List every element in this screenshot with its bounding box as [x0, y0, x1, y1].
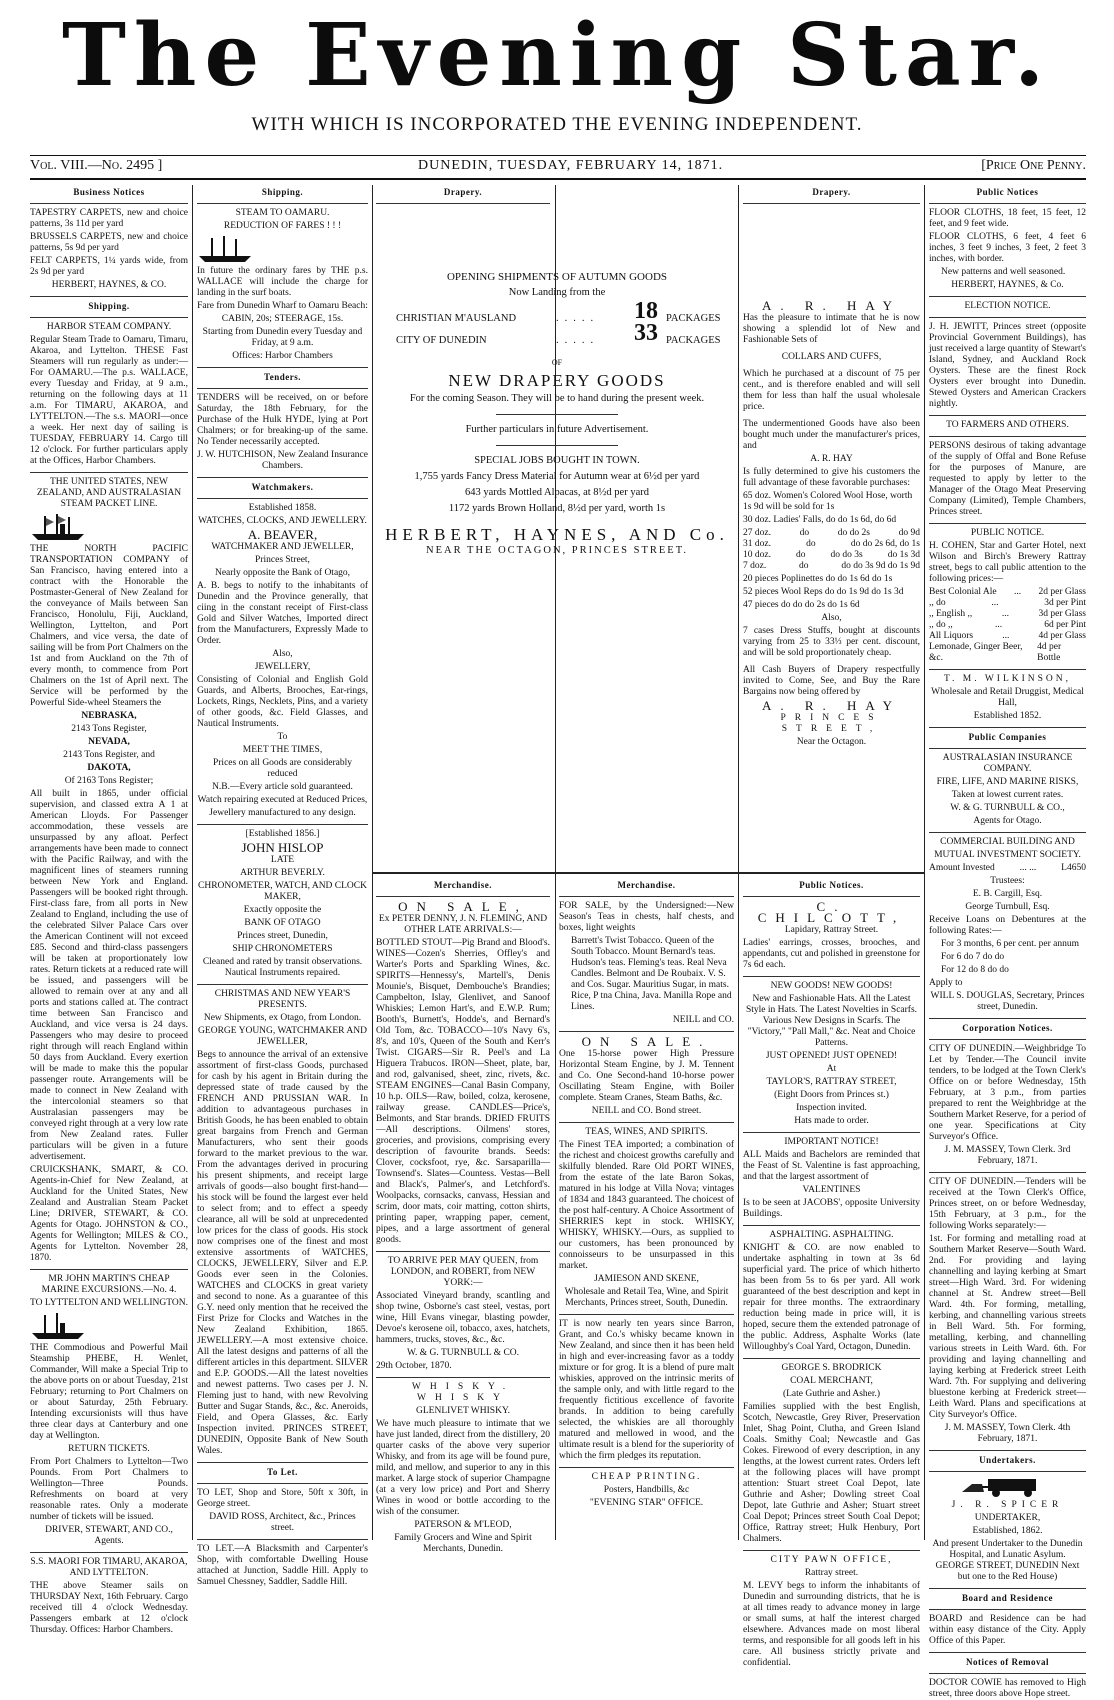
notice-title: PUBLIC NOTICE. — [970, 528, 1045, 538]
ship-name: NEVADA, — [88, 737, 130, 747]
notice-body: (Eight Doors from Princes st.) — [774, 1090, 889, 1100]
notice-title: THE UNITED STATES, NEW ZEALAND, AND AUSTRALASIAN STEAM PACKET LINE. — [36, 477, 182, 509]
notice-body: Established, 1862. — [972, 1526, 1043, 1536]
notice-body: Fare from Dunedin Wharf to Oamaru Beach: — [197, 301, 368, 311]
felt-carpets-ad: FELT CARPETS, 1¼ yards wide, from 2s 9d per yard — [30, 256, 188, 277]
advertiser-name: T. M. WILKINSON, — [943, 674, 1072, 684]
notice-body: OF — [551, 358, 563, 367]
notice-body: Wholesale and Retail Druggist, Medical Hall, — [931, 687, 1084, 708]
advertiser-name: A. BEAVER, — [247, 527, 318, 542]
notice-body: Inspection invited. — [796, 1103, 867, 1113]
section-heading: Public Notices. — [799, 880, 864, 890]
ship-tonnage: Of 2163 Tons Register; — [64, 776, 154, 786]
notice-title: RETURN TICKETS. — [68, 1444, 150, 1454]
notice-body: Wholesale and Retail Tea, Wine, and Spirit Merchants, Princes street, South, Dunedin. — [564, 1287, 729, 1308]
advertiser-name: JOHN HISLOP — [241, 840, 324, 855]
notice-subtitle: WATCHMAKER AND JEWELLER, — [211, 542, 354, 552]
notice-body: Begs to announce the arrival of an extensive assortment of first-class Goods, purchased for cash by his agent in Britain during the depressed state of trade caused by the FRENCH AND PRUSSIAN WAR. In addition to advantageous purchases in British Goods, he has been enabled to obtain great bargains from French and German Manufacturers, who sent their goods forward to the market previous to the war. From the advantages derived in procuring his present shipments, and receipt large arrivals of goods—also bought first-hand—his stock will be found the largest ever held to select from; and to effect a speedy clearance, all will be sold at unprecedented low prices for the class of goods. His stock now comprises one of the finest and most extensive assortments of WATCHES, CLOCKS, JEWELLERY, Silver and E.P. Goods ever seen in the Colonies. WATCHES and CLOCKS in great variety and second to none. As a guarantee of this G.Y. need only mention that he received the First Prize for Clocks and Watches in the New Zealand Exhibition, 1865. JEWELLERY.—A most extensive choice. All the latest designs and patterns of all the different articles in this department. SILVER and E.P. GOODS.—All the latest novelties and newest patterns. Two cases per J. N. Fleming just to hand, with new Revolving Butter and Sugar Stands, &c., &c. Aneroids, Field, and Opera Glasses, &c. Early Inspection invited. PRINCES STREET, DUNEDIN, Opposite Bank of New South Wales. — [197, 1050, 368, 1456]
notice-body: Nearly opposite the Bank of Otago, — [214, 568, 351, 578]
notice-body: FOR SALE, by the Undersigned:—New Season's Teas in chests, half chests, and boxes, light weights — [559, 901, 734, 933]
notice-body: To — [277, 732, 288, 742]
price-row: 27 doz. do do do 2s do 9d — [743, 528, 920, 538]
price-row: 10 doz. do do do 3s do 1s 3d — [743, 550, 920, 560]
notice-body: Has the pleasure to intimate that he is now showing a splendid lot of New and Fashionable Sets of — [743, 313, 920, 345]
price-line: 47 pieces do do do 2s do 1s 6d — [743, 600, 860, 610]
volume-number: Vol. VIII.—No. 2495 ] — [30, 158, 163, 173]
notice-body: New patterns and well seasoned. — [941, 267, 1066, 277]
notice-body: 1172 yards Brown Holland, 8½d per yard, worth 1s — [448, 503, 666, 514]
column-rule — [924, 185, 925, 1540]
notice-title: NEW GOODS! NEW GOODS! — [770, 981, 893, 991]
column-4-drapery — [743, 185, 920, 865]
rate-line: For 3 months, 6 per cent. per annum — [941, 939, 1079, 949]
column-rule — [738, 185, 739, 1540]
notice-body: A. B. begs to notify to the inhabitants of Dunedin and the Province generally, that ciing in the constant receipt of First-class Gold and Silver Watches, Imported direct from the Manufacturers, Expressly Made to Order. — [197, 581, 368, 646]
ship-name: DAKOTA, — [87, 763, 131, 773]
notice-body: Prices on all Goods are considerably reduced — [212, 758, 353, 779]
notice-body: TO LET.—A Blacksmith and Carpenter's Shop, with comfortable Dwelling House attached at Junction, Saddle Hill. Apply to Samuel Chessney, Saddler, Saddle Hill. — [197, 1544, 368, 1587]
fare-rates: CABIN, 20s; STEERAGE, 15s. — [221, 314, 344, 324]
rate-line: For 12 do 8 do do — [941, 965, 1009, 975]
top-rule — [30, 155, 1086, 156]
notice-body: CITY OF DUNEDIN.—Tenders will be received at the Town Clerk's Office, Princes street, on or before Wednesday, 15th February, at 3 p.m., for the following Works separately:— — [929, 1177, 1086, 1231]
notice-title: CITY PAWN OFFICE, — [770, 1555, 893, 1565]
column-5 — [743, 878, 920, 1668]
notice-title: MUTUAL INVESTMENT SOCIETY. — [934, 850, 1081, 860]
notice-title: VALENTINES — [802, 1185, 861, 1195]
notice-body: Is to be seen at JACOBS', opposite University Buildings. — [743, 1198, 920, 1219]
price-row: 31 doz. do do do 2s 6d, do 1s — [743, 539, 920, 549]
advertiser-name: JAMIESON AND SKENE, — [594, 1274, 699, 1284]
notice-body: Cleaned and rated by transit observations. Nautical Instruments repaired. — [202, 957, 363, 978]
column-6 — [929, 185, 1086, 1699]
notice-title: TO FARMERS AND OTHERS. — [946, 420, 1069, 430]
notice-body: BOARD and Residence can be had within easy distance of the City. Apply Office of this Paper. — [929, 1614, 1086, 1646]
notice-body: Near the Octagon. — [796, 737, 867, 747]
notice-body: Is fully determined to give his customers the full advantage of these favorable purchases: — [743, 467, 920, 488]
notice-body: Rattray street. — [804, 1568, 859, 1578]
notice-agents: CRUICKSHANK, SMART, & CO. Agents-in-Chief for New Zealand, at Auckland for the United States, New Zealand and Australian Steam Packet Line; DRIVER, STEWART, & CO. Agents for Otago. JOHNSTON & CO., Agents for Wellington; MILES & CO., Agents for Lyttelton. November 28, 1870. — [30, 1165, 188, 1263]
column-4-merchandise — [559, 878, 734, 1540]
notice-title: COMMERCIAL BUILDING AND — [940, 837, 1075, 847]
advertiser-name: TAYLOR'S, RATTRAY STREET, — [766, 1077, 897, 1087]
section-heading: Watchmakers. — [251, 482, 314, 492]
ship-tonnage: 2143 Tons Register, — [71, 724, 147, 734]
notice-body: Barrett's Twist Tobacco. Queen of the South Tobacco. Mount Bernard's teas. Hudson's teas. Fleming's teas. Real Neva Candles. Belmont and De Roubaix. V. S. and Cos. Sugar. Mauritius Sugar, in mats. Rice, P tna China, Java. Manilla Rope and Lines. — [571, 936, 732, 1012]
advertiser-name: DAVID ROSS, Architect, &c., Princes street. — [209, 1512, 356, 1533]
dateline — [30, 158, 1086, 180]
notice-body: Established 1852. — [973, 711, 1042, 721]
notice-body: THE Commodious and Powerful Mail Steamship PHEBE, H. Wenlet, Commander, Will make a Special Trip to the above ports on or about Tuesday, 21st February; returning to Port Chalmers on or about Saturday, 25th February. Intending excursionists will thus have three clear days at Canterbury and one day at Wellington. — [30, 1343, 188, 1441]
section-rule — [373, 872, 924, 874]
advertiser-name: DRIVER, STEWART, AND CO., Agents. — [45, 1525, 173, 1546]
price-row: ,, do ,, ... 6d per Pint — [929, 620, 1086, 630]
section-heading: Shipping. — [88, 301, 130, 311]
drapery-notice — [376, 270, 738, 670]
notice-body: Family Grocers and Wine and Spirit Merchants, Dunedin. — [394, 1533, 532, 1554]
package-label: PACKAGES — [666, 313, 721, 324]
price-row: Lemonade, Ginger Beer, &c. 4d per Bottle — [929, 642, 1062, 663]
section-heading: Drapery. — [812, 187, 851, 197]
notice-body: 1,755 yards Fancy Dress Material for Autumn wear at 6½d per yard — [414, 471, 700, 482]
notice-body: Starting from Dunedin every Tuesday and Friday, at 9 a.m. — [202, 327, 363, 348]
advertiser-name: WILL S. DOUGLAS, Secretary, Princes street, Dunedin. — [930, 991, 1085, 1012]
notice-body: Agents for Otago. — [973, 816, 1042, 826]
advertiser-name: GEORGE S. BRODRICK — [781, 1363, 882, 1373]
advertiser-name: A. R. HAY — [810, 454, 853, 464]
section-heading: Board and Residence — [961, 1593, 1053, 1603]
notice-body: Princes Street, — [255, 555, 310, 565]
notice-title: ASPHALTING. ASPHALTING. — [769, 1230, 894, 1240]
notice-title: MEET THE TIMES, — [242, 745, 323, 755]
notice-title: ON SALE, — [398, 899, 528, 914]
notice-title: NEW DRAPERY GOODS — [448, 371, 666, 390]
advertiser-name: A. R. HAY — [761, 298, 902, 313]
notice-body: THE above Steamer sails on THURSDAY Next, 16th February. Cargo received till 4 o'clock Wednesday. Passengers embark at 12 o'clock Thursday. Offices: Harbor Chambers. — [30, 1581, 188, 1635]
notice-body: New and Fashionable Hats. All the Latest Style in Hats. The Latest Novelties in Scarfs. Various New Designs in Scarfs. The "Victory," "Pall Mall," &c. Neat and Choice Patterns. — [745, 994, 918, 1048]
notice-subtitle: COAL MERCHANT, — [790, 1376, 873, 1386]
issue-price: [Price One Penny. — [981, 158, 1086, 173]
notice-body: 7 cases Dress Stuffs, bought at discounts varying from 25 to 33⅓ per cent. discount, and will be sold proportionately cheap. — [743, 626, 920, 658]
notice-title: JUST OPENED! JUST OPENED! — [765, 1051, 898, 1061]
notice-body: Consisting of Colonial and English Gold Guards, and Alberts, Brooches, Ear-rings, Lockets, Rings, Necklets, Pins, and a variety of other goods, &c. Field Glasses, and Nautical Instruments. — [197, 675, 368, 729]
notice-body: From Port Chalmers to Lyttelton—Two Pounds. From Port Chalmers to Wellington—Three Pounds. Refreshments on board at very reasonable rates. Only a moderate number of tickets will be issued. — [30, 1457, 188, 1522]
notice-body: The Finest TEA imported; a combination of the richest and choicest growths carefully and skilfully blended. Rare Old PORT WINES, from the estate of the late Baron Sokas, matured in his lodge at Villa Nova; vintages of 1834 and 1843 guaranteed. The choicest of the post half-century. A Choice Assortment of SHERRIES kept in stock. WHISKY, WHISKY, WHISKY.—Ours, as supplied to our customers, has been pronounced by connoisseurs to be unsurpassed in this market. — [559, 1140, 734, 1271]
notice-body: One 15-horse power High Pressure Horizontal Steam Engine, by J. M. Tennent and Co. One Second-hand 10-horse power Oscillating Steam Engine, with Boiler complete. Steam Cranes, Steam Baths, &c. — [559, 1049, 734, 1103]
notice-body: Now Landing from the — [508, 287, 606, 298]
notice-body: 1st. For forming and metalling road at Southern Market Reserve—South Ward. 2nd. For providing and laying channelling and laying kerbing at Smart street—High Ward. 3rd. For widening channel at St. Andrew street—Bell Ward. 4th. For forming, metalling, kerbing, and channelling various streets in Bell Ward. 5th. For forming, metalling, kerbing, and channelling various streets in Leith Ward. 6th. For providing and laying channelling and laying kerbing at Frederick street Leith Ward. 7th. For supplying and delivering bluestone kerbing at Frederick street—Leith Ward. Plans and specifications at City Surveyor's Office. — [929, 1234, 1086, 1420]
notice-body: Which he purchased at a discount of 75 per cent., and is therefore enabled and will sell them for less than half the usual wholesale price. — [743, 369, 920, 412]
advertiser-name: NEILL and CO. — [672, 1015, 734, 1025]
ship-name: CHRISTIAN M'AUSLAND — [396, 313, 517, 324]
notice-body: M. LEVY begs to inform the inhabitants of Dunedin and surrounding districts, that he is at all times ready to advance money in large or small sums, at half the interest charged elsewhere. Advances made on most liberal terms, and responsible for all goods left in his care. All business strictly private and confidential. — [743, 1581, 920, 1668]
advertiser-name: HERBERT, HAYNES, AND Co. — [385, 525, 729, 544]
notice-body: Taken at lowest current rates. — [951, 790, 1064, 800]
notice-body: DOCTOR COWIE has removed to High street, three doors above Hope street. — [929, 1678, 1086, 1699]
notice-title: ELECTION NOTICE. — [964, 301, 1051, 311]
notice-body: ALL Maids and Bachelors are reminded that the Feast of St. Valentine is fast approaching, and that the largest assortment of — [743, 1150, 920, 1182]
notice-body: New Shipments, ex Otago, from London. — [203, 1013, 362, 1023]
masthead — [0, 0, 1114, 112]
notice-body: We have much pleasure to intimate that we have just landed, direct from the distillery, 20 quarter casks of the above very superior Whisky, and from its age will be found pure, mild, and mellow, and superior to any in this market. A large stock of superior Champagne (at a very low price) and Port and Sherry Wines in wood or bottle according to the wish of the consumer. — [376, 1419, 550, 1517]
notice-title: WATCHES, CLOCKS, AND JEWELLERY. — [198, 516, 367, 526]
notice-title: AUSTRALASIAN INSURANCE COMPANY. — [942, 753, 1073, 774]
notice-body: PRINCES STREET, — [780, 713, 883, 734]
advertiser-name: HERBERT, HAYNES, & Co. — [951, 280, 1064, 290]
section-heading: Drapery. — [443, 187, 483, 197]
price-row: ,, English ,, ... 3d per Glass — [929, 609, 1086, 619]
tapestry-carpets-ad: TAPESTRY CARPETS, new and choice patterns, 3s 11d per yard — [30, 208, 188, 229]
notice-body: CITY OF DUNEDIN.—Weighbridge To Let by Tender.—The Council invite tenders, to be lodged at the Town Clerk's Office on or before Wednesday, 15th February, at 3 p.m., from parties prepared to rent the Weighbridge at the Southern Market Reserve, for a period of one year. Specifications at City Surveyor's Office. — [929, 1044, 1086, 1142]
notice-body: Also, — [821, 613, 842, 623]
notice-body: BOTTLED STOUT—Pig Brand and Blood's. WINES—Cozen's Sherries, Offley's and Warter's Ports and Sparkling Wines, &c. SPIRITS—Hennessy's, Martell's, Denis Mounie's, Bisquet, Dembouche's Brandies; Campbelton, Islay, Glenlivet, and Sanoof Whiskies; Lemon Hart's, and E.W.P. Rum; Booth's, Burnett's, Hodde's, and Bernard's Old Tom, &c. TOBACCO—10's Navy 6's, 8's, and 10's, Queen of the South and Kerr's Twist. CIGARS—Sir R. Peel's and La Higuera Trabucos. IRON—Sheet, plate, bar, and rod, galvanised, sheet, zinc, rivets, &c. STEAM ENGINES—Canal Basin Company, 10 h.p. OILS—Raw, boiled, colza, kerosene, railway grease. CANDLES—Price's, Belmonts, and Star brands. DRIED FRUITS—All descriptions. Oilmens' stores, groceries, and provisions, comprising every description of favourite brands. Seeds: Clover, cocksfoot, rye, &c. Sarsaparilla—Townsend's. Slates—Countess. Vestas—Bell and Black's, Palmer's, and Letchford's. Woolpacks, cornsacks, canvass, Hessian and scrim, door mats, coir matting, cotton shirts, printing paper, wrapping paper, cement, pipes, and a large assortment of general goods. — [376, 938, 550, 1245]
notice-subtitle: REDUCTION OF FARES ! ! ! — [223, 221, 342, 231]
notice-body: Trustees: — [990, 876, 1025, 886]
notice-title: STEAM TO OAMARU. — [235, 208, 330, 218]
notice-title: CHEAP PRINTING. — [591, 1472, 702, 1482]
section-heading: Merchandise. — [617, 880, 676, 890]
notice-date: 29th October, 1870. — [376, 1361, 452, 1371]
notice-title: BANK OF OTAGO — [244, 918, 321, 928]
notice-body: TENDERS will be received, on or before Saturday, the 18th February, for the Purchase of the Hulk HYDE, lying at Port Chalmers; or for breaking-up of the same. No Tender necessarily accepted. — [197, 393, 368, 447]
notice-subtitle: Lapidary, Rattray Street. — [784, 925, 879, 935]
column-3-merchandise — [376, 878, 550, 1554]
notice-body: (Late Guthrie and Asher.) — [782, 1389, 881, 1399]
notice-subtitle: UNDERTAKER, — [974, 1513, 1041, 1523]
ship-tonnage: 2143 Tons Register, and — [63, 750, 155, 760]
section-heading: To Let. — [267, 1467, 298, 1477]
advertiser-name: NEILL and CO. Bond street. — [591, 1106, 702, 1116]
advertiser-name: J. M. MASSEY, Town Clerk. 3rd February, 1871. — [944, 1145, 1071, 1166]
notice-title: CHRONOMETER, WATCH, AND CLOCK MAKER, — [198, 881, 367, 902]
notice-title: SHIP CHRONOMETERS — [232, 944, 333, 954]
notice-body: J. H. JEWITT, Princes street (opposite Provincial Government Buildings), has just received a large quantity of Stewart's Island, Sydney, and Auckland Rock Oysters. These are the finest Rock Oysters ever brought into Dunedin. Stewed Oysters and American Crackers nightly. — [929, 322, 1086, 409]
notice-body: LATE — [270, 855, 295, 865]
notice-body: NEAR THE OCTAGON, PRINCES STREET. — [426, 545, 688, 556]
issue-date: DUNEDIN, TUESDAY, FEBRUARY 14, 1871. — [418, 158, 724, 173]
advertiser-name: HERBERT, HAYNES, & CO. — [51, 280, 167, 290]
notice-body: All Cash Buyers of Drapery respectfully invited to Come, See, and Buy the Rare Bargains now being offered by — [743, 665, 920, 697]
notice-body: Princes street, Dunedin, — [237, 931, 328, 941]
newspaper-title: The Evening Star. — [61, 5, 1053, 106]
advertiser-name: PATERSON & M'LEOD, — [414, 1520, 512, 1530]
trustee-name: George Turnbull, Esq. — [965, 902, 1050, 912]
notice-title: TEAS, WINES, AND SPIRITS. — [585, 1127, 708, 1137]
price-row: ,, do ... 3d per Pint — [929, 598, 1086, 608]
notice-title: HARBOR STEAM COMPANY. — [46, 322, 172, 332]
notice-body: Further particulars in future Advertisement. — [465, 424, 649, 435]
notice-subtitle: TO LYTTELTON AND WELLINGTON. — [30, 1298, 188, 1308]
notice-title: SPECIAL JOBS BOUGHT IN TOWN. — [474, 455, 640, 466]
price-row: All Liquors ... 4d per Glass — [929, 631, 1086, 641]
advertiser-name: A. R. HAY — [761, 698, 902, 713]
notice-body: THE NORTH PACIFIC TRANSPORTATION COMPANY of San Francisco, having entered into a contract with the Honorable the Postmaster-General of New Zealand for the conveyance of Mails between San Francisco, Honolulu, Fiji, Auckland, Wellington, Lyttelton, and Port Chalmers, and vice versa, the date of sailing will be from Port Chalmers on the 1st and from Auckland on the 7th of every month, to commence from Port Chalmers on the 1st of April next. The Service will be performed by the Powerful Side-wheel Steamers the — [30, 544, 188, 708]
notice-title: ARTHUR BEVERLY. — [240, 868, 325, 878]
notice-body: Receive Loans on Debentures at the following Rates:— — [929, 915, 1086, 936]
notice-body: Hats made to order. — [794, 1116, 869, 1126]
advertiser-name: J. R. SPICER — [951, 1500, 1064, 1510]
notice-body: Offices: Harbor Chambers — [232, 351, 333, 361]
notice-title: IMPORTANT NOTICE! — [784, 1137, 879, 1147]
price-line: 20 pieces Poplinettes do do 1s 6d do 1s — [743, 574, 893, 584]
advertiser-name: W. & G. TURNBULL & CO., — [950, 803, 1065, 813]
notice-body: Exactly opposite the — [243, 905, 322, 915]
column-rule — [192, 185, 193, 1540]
brussels-carpets-ad: BRUSSELS CARPETS, new and choice patterns, 5s 9d per yard — [30, 232, 188, 253]
notice-title: COLLARS AND CUFFS, — [781, 352, 882, 362]
section-heading: Public Notices — [976, 187, 1039, 197]
steamship-icon — [30, 512, 188, 542]
section-heading: Undertakers. — [979, 1455, 1036, 1465]
notice-body: IT is now nearly ten years since Barron, Grant, and Co.'s whisky became known in New Zealand, and since then it has been held in high and ever-increasing favor as a toddy mixture or for grog. It is a blend of pure malt whiskies, approved on the intrinsic merits of the sample only, and with little regard to the frequently fictitious excellence of favorite brands. In addition to being carefully selected, the whiskies are all thoroughly matured and mellowed in wood, and the ultimate result is a blend for the superiority of which the firm pledges its reputation. — [559, 1319, 734, 1461]
notice-body: Apply to — [929, 978, 963, 988]
notice-subtitle: Ex PETER DENNY, J. N. FLEMING, AND OTHER LATE ARRIVALS:— — [378, 914, 548, 935]
rate-line: For 6 do 7 do do — [941, 952, 1005, 962]
notice-body: The undermentioned Goods have also been bought much under the manufacturer's prices, and — [743, 419, 920, 451]
column-2 — [197, 185, 368, 1587]
steamship-icon — [30, 1311, 188, 1341]
shipment-list: CHRISTIAN M'AUSLAND ..... 18 PACKAGES CITY OF DUNEDIN ..... 33 PACKAGES — [396, 298, 721, 346]
amount-row: Amount Invested ... ... L4650 — [929, 863, 1086, 873]
hearse-icon — [929, 1476, 1086, 1498]
notice-body: Posters, Handbills, &c — [603, 1485, 690, 1495]
notice-body: Also, — [272, 649, 293, 659]
price-row: Best Colonial Ale ... 2d per Glass — [929, 587, 1086, 597]
notice-body: In future the ordinary fares by THE p.s. WALLACE will include the charge for landing in the surf boats. — [197, 266, 368, 298]
column-1 — [30, 185, 188, 1635]
package-count: 33 — [634, 320, 658, 346]
notice-body: FLOOR CLOTHS, 18 feet, 15 feet, 12 feet, and 9 feet wide. — [929, 208, 1086, 229]
section-heading: Shipping. — [261, 187, 304, 197]
notice-body: Families supplied with the best English, Scotch, Newcastle, Grey River, Preservation Inlet, Shag Point, Clutha, and Green Island Coals. Smithy Coal; Newcastle and Gas Cokes. Firewood of every description, in any lengths, at the lowest current rates. Orders left at the following places will have prompt attention: Stuart street Coal Depot, late Guthrie and Asher; Dowling street Coal Depot, late Guthrie and Asher; Stuart street Coal Depot; Princes street South Coal Depot; Office, Rattray street; Hulk Henbury, Port Chalmers. — [743, 1402, 920, 1544]
price-row: 7 doz. do do do 3s 9d do 1s 9d — [743, 561, 920, 571]
notice-body: 643 yards Mottled Alpacas, at 8½d per yard — [465, 487, 649, 498]
package-label: PACKAGES — [666, 335, 721, 346]
advertiser-name: J. M. MASSEY, Town Clerk. 4th February, 1871. — [944, 1423, 1071, 1444]
notice-title: ON SALE. — [581, 1034, 712, 1049]
notice-title: WHISKY. WHISKY — [411, 1382, 515, 1403]
price-line: 65 doz. Women's Colored Wool Hose, worth 1s 9d will be sold for 1s — [743, 491, 913, 512]
notice-body: [Established 1856.] — [245, 829, 320, 839]
ship-name: CITY OF DUNEDIN — [396, 335, 487, 346]
advertiser-name: GEORGE YOUNG, WATCHMAKER AND JEWELLER, — [198, 1026, 367, 1047]
notice-body: At — [826, 1064, 837, 1074]
steamship-icon — [197, 234, 368, 264]
notice-body: Watch repairing executed at Reduced Prices, — [197, 795, 368, 805]
notice-body: And present Undertaker to the Dunedin Hospital, and Lunatic Asylum. GEORGE STREET, DUNEDIN Next but one to the Red House) — [932, 1539, 1083, 1582]
advertiser-name: W. & G. TURNBULL & CO. — [406, 1348, 520, 1358]
notice-body: For the coming Season. They will be to hand during the present week. — [409, 393, 705, 404]
notice-body: Jewellery manufactured to any design. — [209, 808, 356, 818]
column-rule — [372, 185, 373, 1540]
notice-title: OPENING SHIPMENTS OF AUTUMN GOODS — [446, 271, 668, 283]
notice-body: KNIGHT & CO. are now enabled to undertake asphalting in town at 3s 6d superficial yard. The price of which hitherto has been from 5s to 6s per yard. All work guaranteed of the best description and kept in repair for three months. The extraordinary reduction being made in price will, it is hoped, secure them the extended patronage of the public. Address, Asphalte Works (late Willoughby's Coal Yard, Octagon, Dunedin. — [743, 1243, 920, 1352]
price-line: 30 doz. Ladies' Falls, do do 1s 6d, do 6d — [743, 515, 897, 525]
notice-body: FLOOR CLOTHS, 6 feet, 4 feet 6 inches, 3 feet 9 inches, 3 feet, 2 feet 3 inches, with border. — [929, 232, 1086, 264]
newspaper-subtitle: WITH WHICH IS INCORPORATED THE EVENING INDEPENDENT. — [251, 114, 863, 135]
advertiser-name: C. CHILCOTT, — [757, 899, 906, 925]
section-heading: Business Notices — [73, 187, 145, 197]
price-line: 52 pieces Wool Reps do do 1s 9d do 1s 3d — [743, 587, 904, 597]
section-heading: Public Companies — [968, 732, 1047, 742]
notice-title: S.S. MAORI FOR TIMARU, AKAROA, AND LYTTELTON. — [30, 1557, 188, 1578]
trustee-name: E. B. Cargill, Esq. — [972, 889, 1043, 899]
notice-title: TO ARRIVE PER MAY QUEEN, from LONDON, and ROBERT, from NEW YORK:— — [387, 1256, 539, 1288]
notice-subtitle: FIRE, LIFE, AND MARINE RISKS, — [936, 777, 1079, 787]
notice-body: Associated Vineyard brandy, scantling and shop twine, Osborne's cast steel, vestas, port wine, Hill Evans vinegar, blasting powder, Devoe's kerosene oil, tobacco, axes, hatchets, hammers, trucks, stoves, &c., &c. — [376, 1291, 550, 1345]
advertiser-name: "EVENING STAR" OFFICE. — [589, 1498, 704, 1508]
notice-title: MR JOHN MARTIN'S CHEAP MARINE EXCURSIONS.—No. 4. — [41, 1274, 177, 1295]
notice-title: JEWELLERY, — [254, 662, 311, 672]
notice-body: Regular Steam Trade to Oamaru, Timaru, Akaroa, and Lyttelton. THESE Fast Steamers will run regularly as under:— For OAMARU.—The p.s. WALLACE, every Tuesday and Friday, at 9 a.m., returning on the following days at 11 a.m. For TIMARU, AKAROA, and LYTTELTON.—The s.s. MAORI—once a week. Her next day of sailing is TUESDAY, FEBRUARY 14. Cargo till 12 o'clock. For further particulars apply at the Offices, Harbor Chambers. — [30, 335, 188, 466]
ship-name: NEBRASKA, — [81, 711, 137, 721]
notice-body: Established 1858. — [248, 503, 317, 513]
section-heading: Corporation Notices. — [962, 1023, 1053, 1033]
section-heading: Notices of Removal — [966, 1657, 1049, 1667]
notice-body: All built in 1865, under official supervision, and classed extra A 1 at American Lloyds. For Passenger accommodation, these vessels are unsurpassed by any afloat. Perfect arrangements have been made to connect with the Pacific Railway, and with the magnificent lines of steamers running between New York and England. Passengers will be booked right through. First-class fare, from all ports in New Zealand to England, including the use of the celebrated Silver Palace Cars over the American Continent will not exceed £85. Second and third-class passengers will be taken at proportionately low rates. Return tickets at a reduced rate will be issued, and passengers will be allowed to remain over at any and all ports and stations called at. The contract time between San Francisco and Auckland, and vice versa is 24 days. Passengers who may desire to proceed right through will reach England within 50 days from Auckland. Every exertion will be made to make this the popular passenger route. Arrangements will be made to connect in New Zealand with the intercolonial steamers so that Australasian passengers may be conveyed right through at a very low rate from New Zealand rates. Fuller particulars will be given in a future advertisement. — [30, 789, 188, 1162]
notice-body: TO LET, Shop and Store, 50ft x 30ft, in George street. — [197, 1488, 368, 1509]
section-heading: Merchandise. — [433, 880, 493, 890]
notice-body: Ladies' earrings, crosses, brooches, and appendants, cut and polished in greenstone for 7s 6d each. — [743, 938, 920, 970]
notice-body: PERSONS desirous of taking advantage of the supply of Offal and Bone Refuse for the purposes of Manure, are requested to apply by letter to the Manager of the Otago Meat Preserving Company (Limited), Temple Chambers, Princes street. — [929, 441, 1086, 517]
advertiser-name: J. W. HUTCHISON, New Zealand Insurance Chambers. — [197, 450, 368, 471]
notice-title: CHRISTMAS AND NEW YEAR'S PRESENTS. — [214, 989, 351, 1010]
package-count: 18 — [634, 298, 658, 324]
section-heading: Tenders. — [264, 372, 301, 382]
notice-body: N.B.—Every article sold guaranteed. — [212, 782, 353, 792]
notice-subtitle: GLENLIVET WHISKY. — [416, 1406, 510, 1416]
notice-body: H. COHEN, Star and Garter Hotel, next Wilson and Birch's Brewery Rattray street, begs to call public attention to the following prices:— — [929, 541, 1086, 584]
